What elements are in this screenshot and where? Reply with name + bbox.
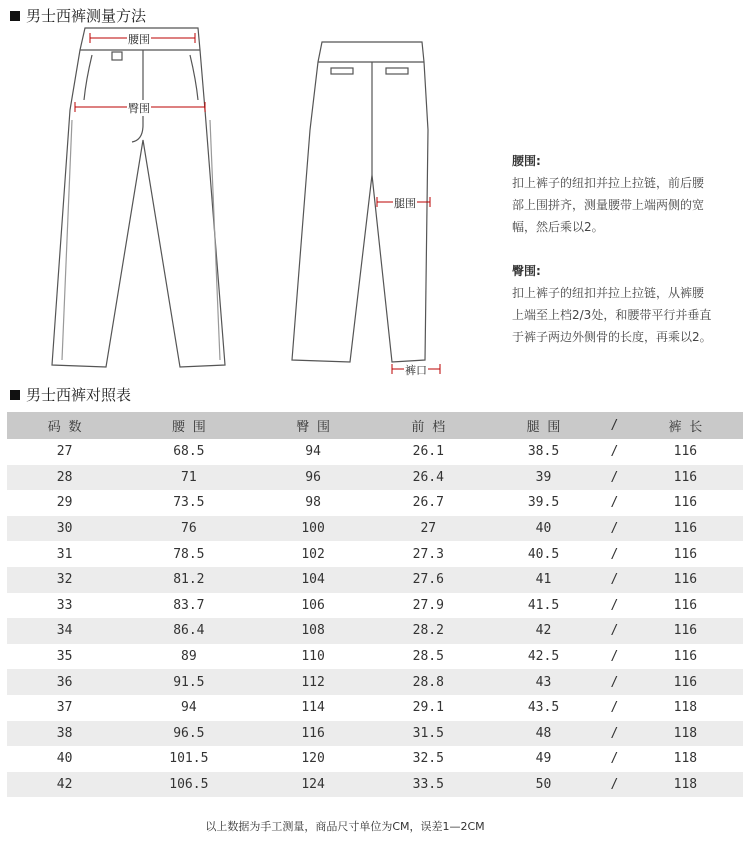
hip-description xyxy=(512,260,712,348)
table-row xyxy=(7,669,743,695)
table-cell: 91.5 xyxy=(122,669,255,695)
table-row xyxy=(7,772,743,798)
table-cell: 42 xyxy=(486,618,601,644)
table-cell: 101.5 xyxy=(169,751,209,767)
table-cell: / xyxy=(601,567,628,593)
table-cell: 28 xyxy=(7,465,122,491)
table-cell: 39 xyxy=(486,465,601,491)
square-bullet-icon xyxy=(10,390,20,400)
table-cell: / xyxy=(610,444,619,460)
table-cell: / xyxy=(601,516,628,542)
section-title-text: 男士西裤测量方法 xyxy=(26,7,147,25)
table-cell: 40 xyxy=(486,516,601,542)
table-cell: 48 xyxy=(486,721,601,747)
table-cell: 116 xyxy=(628,516,743,542)
table-row xyxy=(7,490,743,516)
table-cell: 36 xyxy=(7,669,122,695)
table-cell: / xyxy=(601,772,628,798)
table-cell: 116 xyxy=(673,495,698,511)
table-cell: 26.4 xyxy=(371,465,486,491)
table-cell: 32.5 xyxy=(412,751,444,767)
table-row xyxy=(7,746,743,772)
desc-title: 臀围: xyxy=(512,264,541,278)
table-cell: 27.6 xyxy=(371,567,486,593)
table-cell: 43 xyxy=(486,669,601,695)
waist-description xyxy=(512,150,712,238)
table-cell: 116 xyxy=(256,721,371,747)
table-cell: 27 xyxy=(56,444,73,460)
table-cell: 31 xyxy=(56,546,73,562)
front-pants-drawing xyxy=(52,28,225,367)
table-cell: 27.3 xyxy=(412,546,444,562)
table-cell: 41.5 xyxy=(527,597,560,613)
table-cell: 83.7 xyxy=(173,597,205,613)
table-cell: 68.5 xyxy=(173,444,205,460)
table-cell: 28.2 xyxy=(371,618,486,644)
desc-title: 腰围: xyxy=(512,154,541,168)
table-cell: 42.5 xyxy=(527,649,560,665)
table-cell: 124 xyxy=(256,772,371,798)
desc-text: 扣上裤子的纽扣并拉上拉链，从裤腰上端至上档2/3处，和腰带平行并垂直于裤子两边外侧骨的长度，再乘以2。 xyxy=(512,286,712,344)
table-cell: 33.5 xyxy=(371,772,486,798)
section-title-text: 男士西裤对照表 xyxy=(26,386,132,404)
table-cell: 116 xyxy=(673,649,698,665)
table-cell: 94 xyxy=(305,444,321,460)
desc-text: 扣上裤子的纽扣并拉上拉链，前后腰部上围拼齐，测量腰带上端两侧的宽幅，然后乘以2。 xyxy=(512,176,705,234)
table-cell: 29 xyxy=(56,495,73,511)
table-cell: 73.5 xyxy=(173,495,205,511)
table-cell: 86.4 xyxy=(122,618,255,644)
table-cell: / xyxy=(601,721,628,747)
table-cell: 78.5 xyxy=(173,546,205,562)
column-header: 裤 长 xyxy=(628,412,743,439)
table-cell: 40.5 xyxy=(527,546,560,562)
section-title-chart xyxy=(10,384,131,405)
table-cell: 118 xyxy=(628,721,743,747)
table-cell: 116 xyxy=(673,546,698,562)
table-cell: / xyxy=(610,751,619,767)
table-cell: 34 xyxy=(7,618,122,644)
table-cell: 41 xyxy=(486,567,601,593)
table-cell: 27.9 xyxy=(412,597,444,613)
size-table xyxy=(7,412,743,797)
table-cell: 37 xyxy=(56,700,73,716)
table-cell: 110 xyxy=(301,649,325,665)
table-cell: 43.5 xyxy=(527,700,560,716)
table-cell: 26.1 xyxy=(412,444,444,460)
table-cell: 116 xyxy=(628,567,743,593)
column-header: 码 数 xyxy=(7,412,122,439)
table-cell: 104 xyxy=(256,567,371,593)
table-cell: / xyxy=(601,669,628,695)
table-cell: 100 xyxy=(256,516,371,542)
table-cell: 71 xyxy=(122,465,255,491)
table-row xyxy=(7,721,743,747)
table-cell: 116 xyxy=(628,465,743,491)
table-row xyxy=(7,541,743,567)
table-cell: 27 xyxy=(371,516,486,542)
table-cell: 108 xyxy=(256,618,371,644)
table-cell: 96.5 xyxy=(122,721,255,747)
table-cell: 81.2 xyxy=(122,567,255,593)
table-header-row xyxy=(7,412,743,439)
table-cell: 89 xyxy=(181,649,197,665)
table-cell: 112 xyxy=(256,669,371,695)
table-cell: 42 xyxy=(7,772,122,798)
table-cell: / xyxy=(610,700,619,716)
column-header: 腰 围 xyxy=(122,412,255,439)
column-header: 前 档 xyxy=(371,412,486,439)
table-cell: / xyxy=(601,618,628,644)
footer-note: 以上数据为手工测量，商品尺寸单位为CM，误差1—2CM xyxy=(205,820,485,833)
table-cell: 39.5 xyxy=(527,495,560,511)
table-cell: 118 xyxy=(673,751,698,767)
table-cell: 94 xyxy=(181,700,197,716)
table-row xyxy=(7,593,743,619)
table-cell: / xyxy=(601,465,628,491)
table-cell: 33 xyxy=(56,597,73,613)
column-header: 腿 围 xyxy=(486,412,601,439)
table-cell: 118 xyxy=(628,772,743,798)
table-cell: 116 xyxy=(628,618,743,644)
table-cell: 31.5 xyxy=(371,721,486,747)
table-cell: 38 xyxy=(7,721,122,747)
table-row xyxy=(7,644,743,670)
table-row xyxy=(7,516,743,542)
column-header: / xyxy=(601,412,628,439)
table-cell: 98 xyxy=(305,495,321,511)
table-cell: 116 xyxy=(628,669,743,695)
table-cell: 102 xyxy=(301,546,325,562)
table-cell: 29.1 xyxy=(412,700,444,716)
table-cell: / xyxy=(610,546,619,562)
table-cell: 28.5 xyxy=(412,649,444,665)
table-cell: 32 xyxy=(7,567,122,593)
table-cell: 49 xyxy=(535,751,552,767)
table-cell: 28.8 xyxy=(371,669,486,695)
table-row xyxy=(7,465,743,491)
label-waist: 腰围 xyxy=(128,33,150,46)
label-hip: 臀围 xyxy=(128,102,150,115)
label-thigh: 腿围 xyxy=(394,197,416,210)
table-row xyxy=(7,439,743,465)
table-cell: 40 xyxy=(56,751,73,767)
table-cell: 50 xyxy=(486,772,601,798)
table-cell: 116 xyxy=(673,597,698,613)
table-cell: / xyxy=(610,495,619,511)
label-hem: 裤口 xyxy=(405,364,427,377)
table-cell: 35 xyxy=(56,649,73,665)
table-cell: 38.5 xyxy=(527,444,560,460)
table-row xyxy=(7,695,743,721)
column-header: 臀 围 xyxy=(256,412,371,439)
table-cell: 116 xyxy=(673,444,698,460)
table-cell: 30 xyxy=(7,516,122,542)
table-cell: 118 xyxy=(673,700,698,716)
table-cell: 106.5 xyxy=(122,772,255,798)
table-cell: 96 xyxy=(256,465,371,491)
table-cell: / xyxy=(610,649,619,665)
table-cell: 120 xyxy=(301,751,325,767)
table-cell: / xyxy=(610,597,619,613)
table-cell: 114 xyxy=(301,700,325,716)
table-cell: 76 xyxy=(122,516,255,542)
table-row xyxy=(7,567,743,593)
table-row xyxy=(7,618,743,644)
table-cell: 106 xyxy=(301,597,325,613)
table-cell: 26.7 xyxy=(412,495,444,511)
